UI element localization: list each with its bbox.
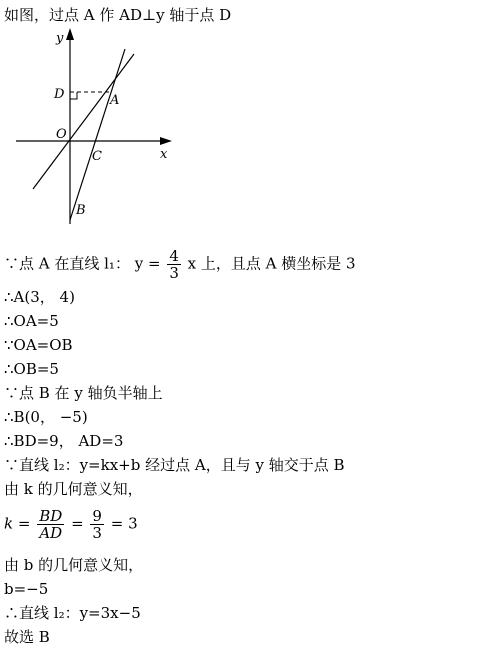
fraction-4-3 xyxy=(167,248,181,281)
label-c: C xyxy=(92,149,102,164)
k-equation xyxy=(4,508,138,541)
x-axis-arrow-icon xyxy=(160,137,172,145)
label-o: O xyxy=(56,127,67,142)
line-l1 xyxy=(33,54,134,189)
step-k-meaning: 由 k 的几何意义知， xyxy=(4,480,143,498)
right-angle-mark xyxy=(70,92,77,99)
step-b-negative: ∵点 B 在 y 轴负半轴上 xyxy=(4,384,163,402)
label-b: B xyxy=(76,203,86,218)
fraction-bd-ad xyxy=(37,508,64,541)
line-l2 xyxy=(70,49,125,220)
fraction-9-3 xyxy=(90,508,104,541)
step-b-value: b=−5 xyxy=(4,580,49,598)
fraction-denominator: 3 xyxy=(169,264,179,282)
fraction-numerator: 4 xyxy=(169,247,179,265)
step-line-result: ∴直线 l₂：y=3x−5 xyxy=(4,604,141,622)
k-eq-post: = 3 xyxy=(110,514,138,533)
step-a-coord: ∴A(3， 4) xyxy=(4,288,75,306)
step-ob: ∴OB=5 xyxy=(4,360,59,378)
step-line-l2: ∵直线 l₂：y=kx+b 经过点 A，且与 y 轴交于点 B xyxy=(4,456,345,474)
label-a: A xyxy=(110,93,120,108)
condition-pre: ∵点 A 在直线 l₁： y = xyxy=(4,254,161,273)
condition-post: x 上，且点 A 横坐标是 3 xyxy=(187,254,356,273)
fraction-ad: AD xyxy=(39,524,63,542)
label-y: y xyxy=(56,31,64,46)
step-b-meaning: 由 b 的几何意义知， xyxy=(4,556,144,574)
fraction-3: 3 xyxy=(92,524,102,542)
y-axis-arrow-icon xyxy=(66,28,74,40)
fraction-9: 9 xyxy=(92,507,102,525)
label-x: x xyxy=(160,147,168,162)
step-b-coord: ∴B(0， −5) xyxy=(4,408,88,426)
answer-line: 故选 B xyxy=(4,628,50,646)
intro-line: 如图，过点 A 作 AD⊥y 轴于点 D xyxy=(4,6,232,24)
condition-line xyxy=(4,248,356,281)
label-d: D xyxy=(54,87,65,102)
coordinate-figure xyxy=(6,24,206,234)
step-oa: ∴OA=5 xyxy=(4,312,59,330)
step-bd-ad: ∴BD=9， AD=3 xyxy=(4,432,124,450)
step-oa-eq-ob: ∵OA=OB xyxy=(4,336,73,354)
k-eq-pre: k = xyxy=(4,514,31,533)
k-eq-mid: = xyxy=(71,514,84,533)
fraction-bd: BD xyxy=(39,507,63,525)
